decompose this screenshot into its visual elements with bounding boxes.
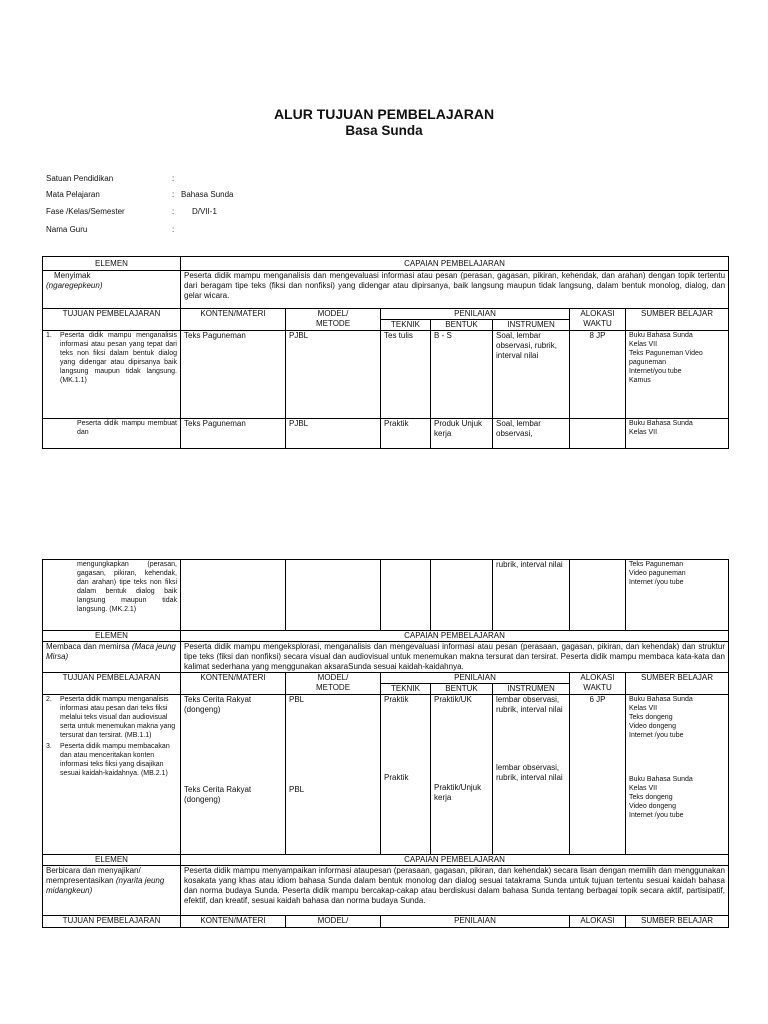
header-tujuan: TUJUAN PEMBELAJARAN [43,916,181,928]
document-title: ALUR TUJUAN PEMBELAJARAN [273,106,495,122]
alokasi-cell: 6 JP [570,695,626,855]
teknik-cell: Praktik Praktik [381,695,431,855]
capaian-cell: Peserta didik mampu mengeksplorasi, menganalisis dan mengevaluasi informasi atau pesan (perasaan, gagasan, pikiran, dan kehendak) dan struktur tipe teks (fiksi dan nonfiksi) secara visual dan audiovisual untuk menemukan makna tersurat dan tersirat. Peserta didik mampu membaca kata-kata dan kalimat sederhana yang menggunakan aksaraSunda sesuai kaidah-kaidahnya. [181,642,729,673]
sumber-cell: Buku Bahasa Sunda Kelas VII Teks Paguneman Video paguneman Internet/you tube Kamus [626,331,729,419]
header-alokasi: ALOKASI WAKTU [570,309,626,331]
tujuan-cell: 1. Peserta didik mampu menganalisis informasi atau pesan yang tepat dari teks non fiksi dalam bentuk dialog yang didengar atau dipirsanya baik langsung maupun tidak langsung. (MK.1.1) [43,331,181,419]
elemen-cell: Membaca dan memirsa (Maca jeung Mirsa) [43,642,181,673]
header-bentuk: BENTUK [431,684,493,695]
konten-cell: Teks Paguneman [181,419,286,449]
tujuan-cell: Peserta didik mampu membuat dan [43,419,181,449]
atp-table-page1 [42,256,729,449]
header-instrumen: INSTRUMEN [493,320,570,331]
bentuk-cell: Produk Unjuk kerja [431,419,493,449]
tujuan-cell: mengungkapkan (perasan, gagasan, pikiran, kehendak, dan arahan) tipe teks non fiksi dalam bentuk dialog baik langsung maupun tidak langsung. (MK.2.1) [43,560,181,631]
atp-table-page2 [42,559,729,928]
header-model: MODEL/ METODE [286,673,381,695]
header-sumber: SUMBER BELAJAR [626,309,729,331]
header-capaian: CAPAIAN PEMBELAJARAN [181,257,729,271]
elemen-cell: Menyimak (ngaregepkeun) [43,271,181,309]
sumber-cell: Buku Bahasa Sunda Kelas VII [626,419,729,449]
teknik-cell: Tes tulis [381,331,431,419]
header-bentuk: BENTUK [431,320,493,331]
instrumen-cell: rubrik, interval nilai [493,560,570,631]
header-teknik: TEKNIK [381,320,431,331]
teknik-cell: Praktik [381,419,431,449]
header-penilaian: PENILAIAN [381,916,570,928]
header-capaian: CAPAIAN PEMBELAJARAN [181,631,729,642]
header-tujuan: TUJUAN PEMBELAJARAN [43,309,181,331]
header-elemen: ELEMEN [43,257,181,271]
header-tujuan: TUJUAN PEMBELAJARAN [43,673,181,695]
header-model: MODEL/ METODE [286,309,381,331]
header-penilaian: PENILAIAN [381,673,570,684]
header-elemen: ELEMEN [43,855,181,866]
capaian-cell: Peserta didik mampu menganalisis dan mengevaluasi informasi atau pesan (perasan, gagasan, pikiran, kehendak, dan arahan) dengan topik tertentu dari beragam tipe teks (fiksi dan nonfiksi) yang didengar atau dipirsanya, baik langsung maupun tidak langsung, dalam bentuk monolog, dialog, dan gelar wicara. [181,271,729,309]
sumber-cell: Teks Paguneman Video paguneman Internet /you tube [626,560,729,631]
header-instrumen: INSTRUMEN [493,684,570,695]
header-penilaian: PENILAIAN [381,309,570,320]
konten-cell: Teks Cerita Rakyat (dongeng) Teks Cerita Rakyat (dongeng) [181,695,286,855]
model-cell: PBL PBL [286,695,381,855]
header-elemen: ELEMEN [43,631,181,642]
header-capaian: CAPAIAN PEMBELAJARAN [181,855,729,866]
header-sumber: SUMBER BELAJAR [626,916,729,928]
tujuan-cell: 2. Peserta didik mampu menganalisis informasi atau pesan dari teks fiksi melalui teks visual dan audiovisual serta untuk menemukan makna yang tersurat dan tersirat. (MB.1.1) 3. Peserta didik mampu membacakan dan atau menceritakan konten informasi teks fiksi yang disajikan sesuai kaidah-kaidahnya. (MB.2.1) [43,695,181,855]
header-konten: KONTEN/MATERI [181,916,286,928]
elemen-cell: Berbicara dan menyajikan/ mempresentasikan (nyarita jeung midangkeun) [43,866,181,916]
header-konten: KONTEN/MATERI [181,309,286,331]
header-alokasi: ALOKASI [570,916,626,928]
instrumen-cell: Soal, lembar observasi, [493,419,570,449]
table-row [43,419,729,449]
table-row [43,560,729,631]
konten-cell: Teks Paguneman [181,331,286,419]
instrumen-cell: lembar observasi, rubrik, interval nilai lembar observasi, rubrik, interval nilai [493,695,570,855]
table-row [43,695,729,855]
sumber-cell: Buku Bahasa Sunda Kelas VII Teks dongeng Video dongeng Internet /you tube Buku Bahasa Sunda Kelas VII Teks dongeng Video dongeng Internet /you tube [626,695,729,855]
model-cell: PJBL [286,331,381,419]
document-subtitle: Basa Sunda [345,123,423,138]
header-konten: KONTEN/MATERI [181,673,286,695]
header-sumber: SUMBER BELAJAR [626,673,729,695]
capaian-cell: Peserta didik mampu menyampaikan informasi ataupesan (perasaan, gagasan, pikiran, dan kehendak) secara lisan dengan memilih dan menggunakan kosakata yang khas atau idiom bahasa Sunda dalam bentuk monolog dan dialog sesuai tatakrama Sunda untuk tujuan tertentu sesuai kaidah bahasa dan norma budaya Sunda. Peserta didik mampu bercakap-cakap atau berdiskusi dalam bahasa Sunda tentang berbagai topik secara aktif, partisipatif, efektif, dan kreatif, sesuai kaidah bahasa dan norma budaya Sunda. [181,866,729,916]
header-model: MODEL/ [286,916,381,928]
bentuk-cell: Praktik/UK Praktik/Unjuk kerja [431,695,493,855]
header-alokasi: ALOKASI WAKTU [570,673,626,695]
alokasi-cell: 8 JP [570,331,626,419]
model-cell: PJBL [286,419,381,449]
table-row [43,331,729,419]
header-teknik: TEKNIK [381,684,431,695]
alokasi-cell [570,419,626,449]
bentuk-cell: B - S [431,331,493,419]
instrumen-cell: Soal, lembar observasi, rubrik, interval nilai [493,331,570,419]
